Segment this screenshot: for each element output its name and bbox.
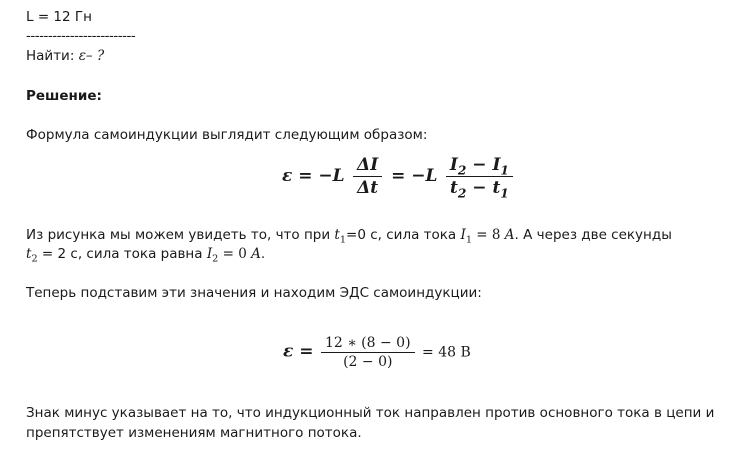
find-line bbox=[26, 48, 104, 64]
formula2-result: = 48 В bbox=[422, 344, 471, 361]
emf-calculation bbox=[283, 335, 471, 370]
formula1-fraction2 bbox=[446, 155, 513, 201]
formula-intro: Формула самоиндукции выглядит следующим образом: bbox=[26, 127, 428, 143]
formula1-lhs: ε = − bbox=[282, 166, 333, 186]
figure-paragraph-line2: $t_2 = 2$ с, сила тока равна $I_2 = 0$ A. bbox=[26, 246, 266, 265]
find-label: Найти: bbox=[26, 48, 75, 64]
formula2-numerator: 12 ∗ (8 − 0) bbox=[321, 335, 415, 353]
formula2-lhs: ε = bbox=[283, 341, 314, 362]
formula2-fraction bbox=[321, 335, 415, 370]
formula1-numerator1: ΔI bbox=[353, 155, 382, 177]
solution-heading: Решение: bbox=[26, 88, 102, 104]
self-induction-formula bbox=[282, 155, 516, 201]
find-symbol: ε– ? bbox=[78, 48, 105, 64]
formula1-L2: L bbox=[425, 166, 438, 186]
formula1-fraction1 bbox=[353, 155, 382, 198]
figure-paragraph-line1: Из рисунка мы можем увидеть то, что при $t_1=0$ с, сила тока $I_1 = 8$ A. А через две секунды bbox=[26, 227, 672, 246]
formula1-denominator2: $t_2 - t_1$ bbox=[449, 178, 509, 201]
conclusion-line1: Знак минус указывает на то, что индукционный ток направлен против основного тока в цепи и bbox=[26, 405, 715, 421]
formula2-denominator: (2 − 0) bbox=[343, 354, 393, 370]
formula1-denominator1: Δt bbox=[357, 178, 379, 198]
formula1-L1: L bbox=[332, 166, 345, 186]
substitute-text: Теперь подставим эти значения и находим ЭДС самоиндукции: bbox=[26, 285, 482, 301]
formula1-mid: = − bbox=[385, 166, 426, 186]
given-inductance: L = 12 Гн bbox=[26, 9, 92, 25]
given-separator: ------------------------- bbox=[26, 28, 136, 44]
conclusion-line2: препятствует изменениям магнитного потока. bbox=[26, 425, 362, 441]
formula1-numerator2: $I_2 - I_1$ bbox=[446, 155, 513, 177]
